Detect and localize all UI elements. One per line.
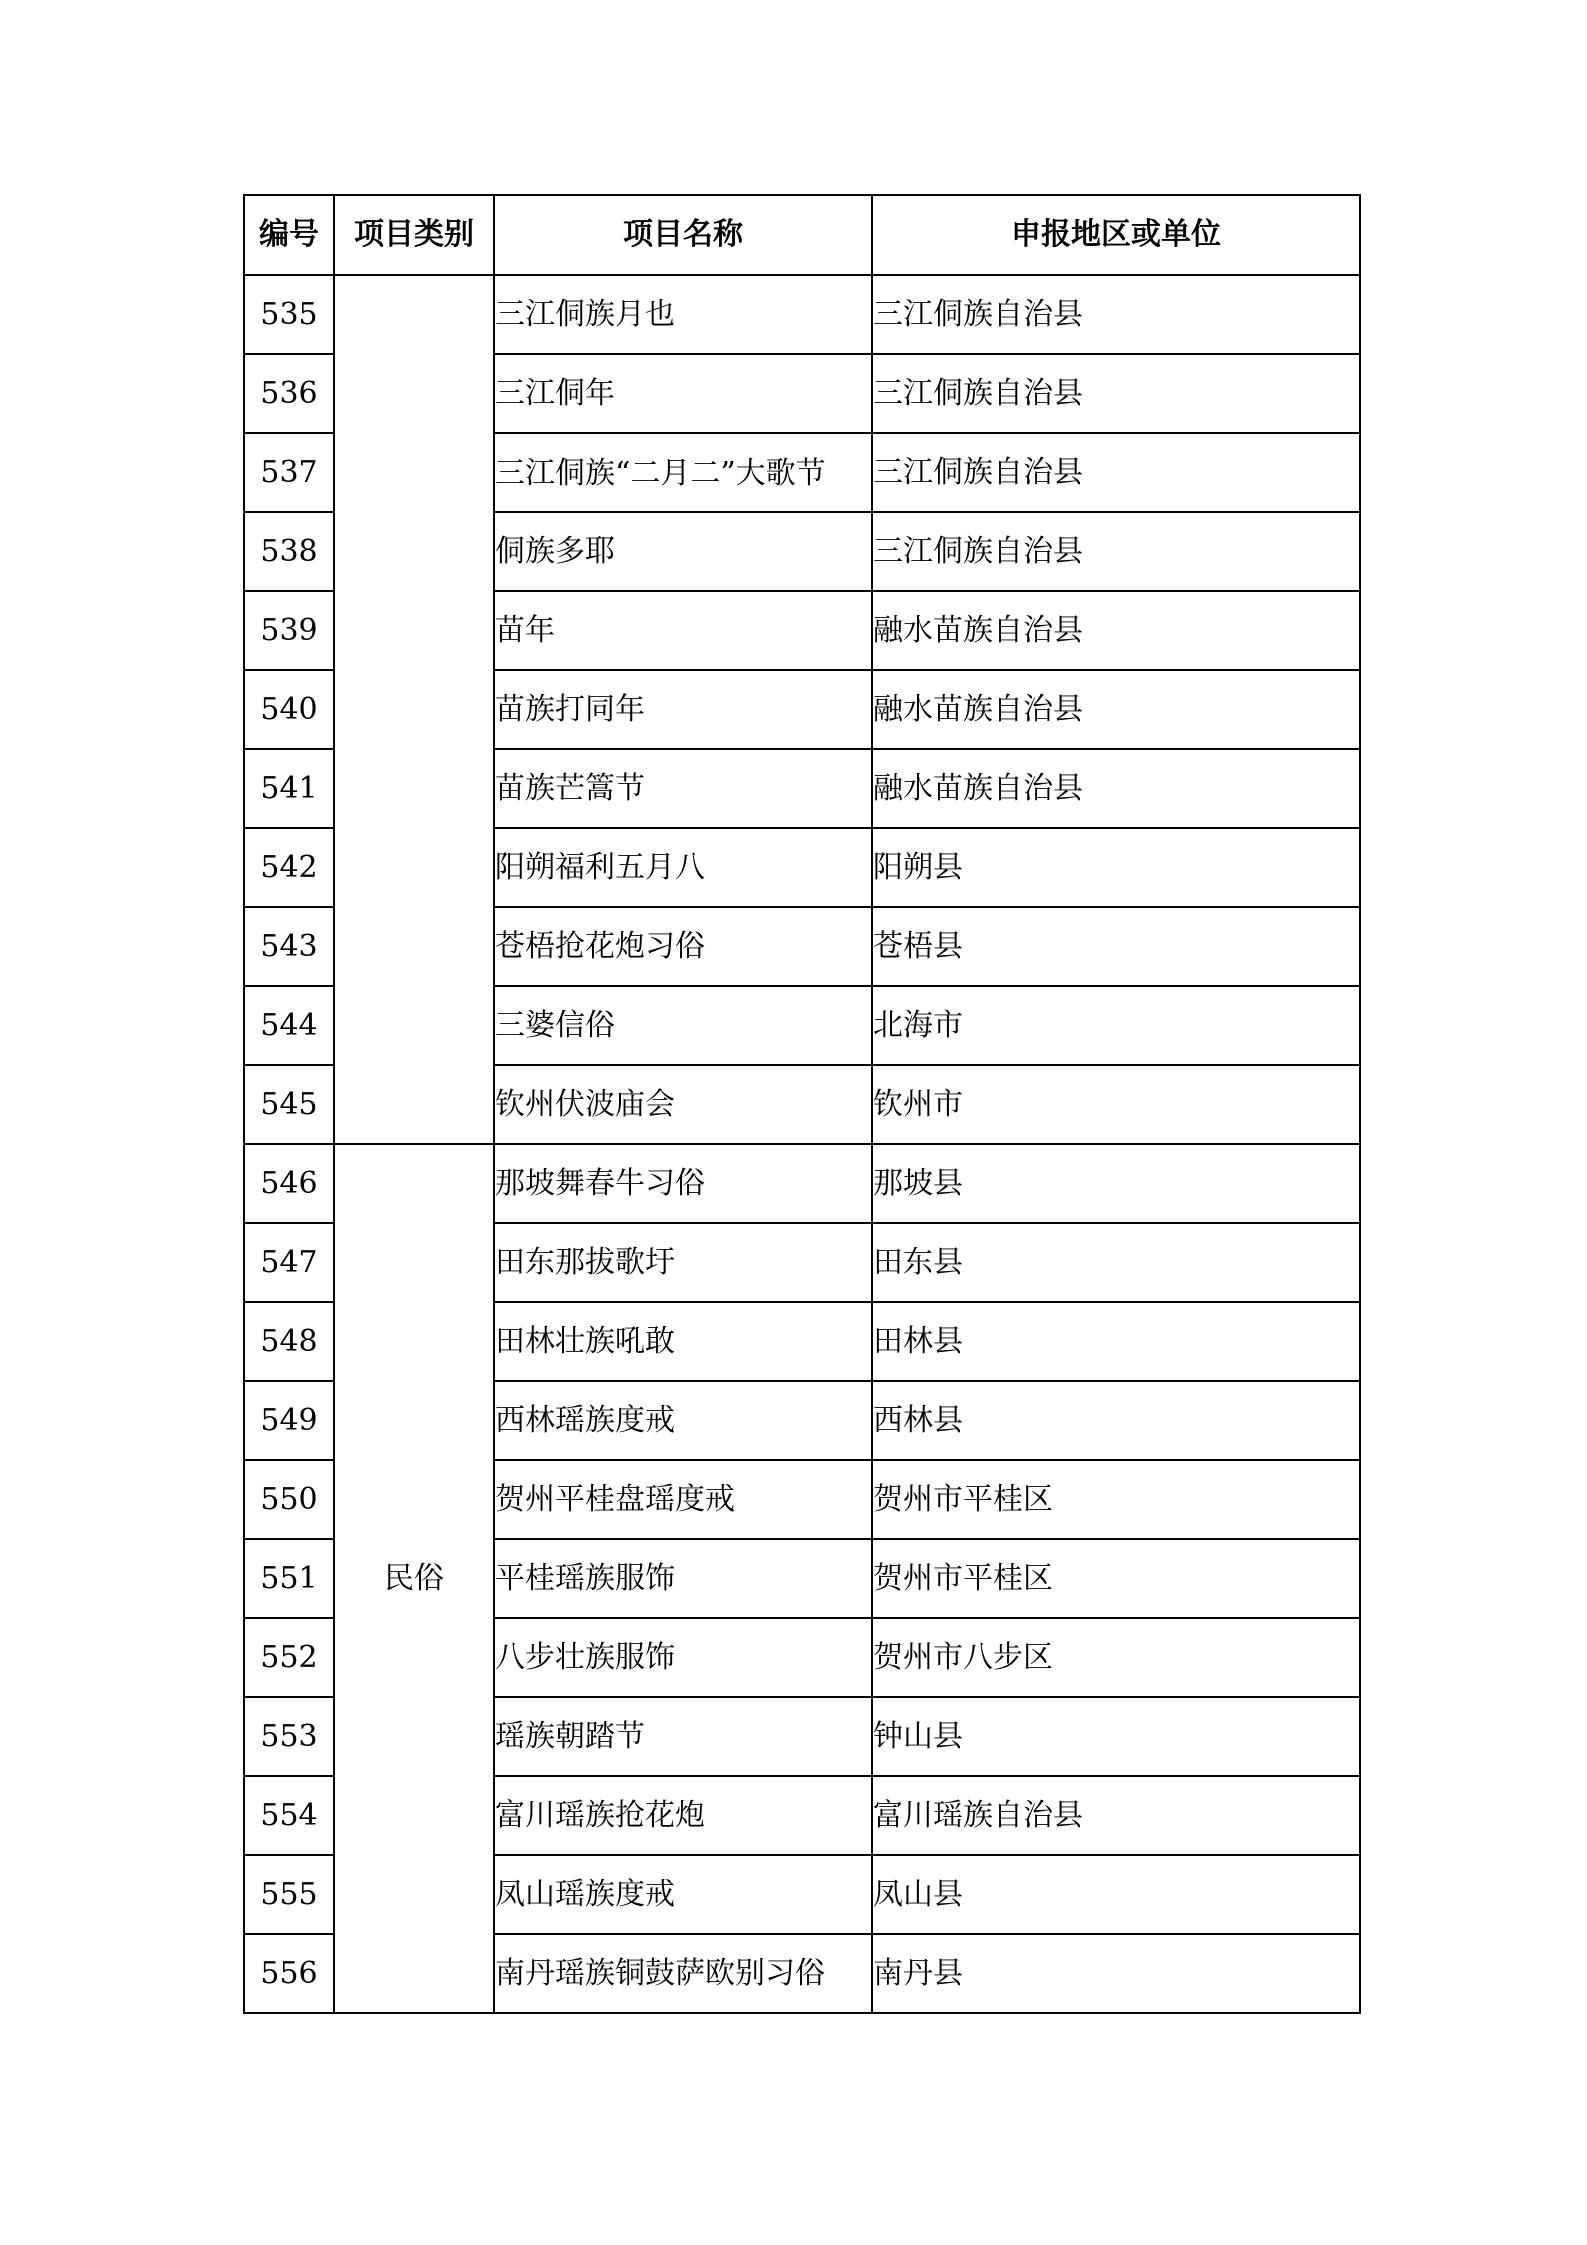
row-name: 贺州平桂盘瑶度戒 bbox=[494, 1460, 872, 1539]
header-region: 申报地区或单位 bbox=[872, 195, 1360, 275]
row-region: 苍梧县 bbox=[872, 907, 1360, 986]
row-name: 阳朔福利五月八 bbox=[494, 828, 872, 907]
row-region: 钟山县 bbox=[872, 1697, 1360, 1776]
row-name: 苗年 bbox=[494, 591, 872, 670]
row-region: 三江侗族自治县 bbox=[872, 433, 1360, 512]
row-region: 北海市 bbox=[872, 986, 1360, 1065]
row-number: 538 bbox=[244, 512, 334, 591]
row-number: 554 bbox=[244, 1776, 334, 1855]
row-number: 535 bbox=[244, 275, 334, 354]
row-number: 553 bbox=[244, 1697, 334, 1776]
row-region: 西林县 bbox=[872, 1381, 1360, 1460]
row-region: 凤山县 bbox=[872, 1855, 1360, 1934]
row-number: 549 bbox=[244, 1381, 334, 1460]
row-name: 瑶族朝踏节 bbox=[494, 1697, 872, 1776]
row-name: 三江侗族月也 bbox=[494, 275, 872, 354]
row-region: 贺州市平桂区 bbox=[872, 1539, 1360, 1618]
row-name: 田东那拔歌圩 bbox=[494, 1223, 872, 1302]
table-row bbox=[244, 275, 1360, 354]
row-number: 551 bbox=[244, 1539, 334, 1618]
row-region: 三江侗族自治县 bbox=[872, 354, 1360, 433]
category-cell-empty bbox=[334, 275, 494, 1144]
row-number: 539 bbox=[244, 591, 334, 670]
row-name: 八步壮族服饰 bbox=[494, 1618, 872, 1697]
row-number: 555 bbox=[244, 1855, 334, 1934]
row-number: 547 bbox=[244, 1223, 334, 1302]
row-number: 548 bbox=[244, 1302, 334, 1381]
row-number: 552 bbox=[244, 1618, 334, 1697]
row-name: 钦州伏波庙会 bbox=[494, 1065, 872, 1144]
category-cell-folk-custom: 民俗 bbox=[334, 1144, 494, 2013]
row-number: 556 bbox=[244, 1934, 334, 2013]
row-region: 钦州市 bbox=[872, 1065, 1360, 1144]
row-number: 536 bbox=[244, 354, 334, 433]
row-region: 田林县 bbox=[872, 1302, 1360, 1381]
row-region: 融水苗族自治县 bbox=[872, 591, 1360, 670]
row-name: 富川瑶族抢花炮 bbox=[494, 1776, 872, 1855]
row-name: 平桂瑶族服饰 bbox=[494, 1539, 872, 1618]
row-number: 537 bbox=[244, 433, 334, 512]
row-number: 545 bbox=[244, 1065, 334, 1144]
table-row bbox=[244, 1144, 1360, 1223]
row-number: 544 bbox=[244, 986, 334, 1065]
heritage-list-table bbox=[243, 194, 1361, 2014]
row-region: 富川瑶族自治县 bbox=[872, 1776, 1360, 1855]
row-name: 西林瑶族度戒 bbox=[494, 1381, 872, 1460]
table-header-row bbox=[244, 195, 1360, 275]
row-region: 南丹县 bbox=[872, 1934, 1360, 2013]
row-number: 540 bbox=[244, 670, 334, 749]
row-name: 田林壮族吼敢 bbox=[494, 1302, 872, 1381]
row-region: 那坡县 bbox=[872, 1144, 1360, 1223]
row-region: 贺州市八步区 bbox=[872, 1618, 1360, 1697]
row-region: 融水苗族自治县 bbox=[872, 670, 1360, 749]
header-name: 项目名称 bbox=[494, 195, 872, 275]
row-number: 546 bbox=[244, 1144, 334, 1223]
row-name: 侗族多耶 bbox=[494, 512, 872, 591]
header-number: 编号 bbox=[244, 195, 334, 275]
row-name: 南丹瑶族铜鼓萨欧别习俗 bbox=[494, 1934, 872, 2013]
row-region: 三江侗族自治县 bbox=[872, 512, 1360, 591]
row-name: 苗族芒篙节 bbox=[494, 749, 872, 828]
row-region: 三江侗族自治县 bbox=[872, 275, 1360, 354]
row-number: 542 bbox=[244, 828, 334, 907]
row-name: 苍梧抢花炮习俗 bbox=[494, 907, 872, 986]
row-name: 三江侗族“二月二”大歌节 bbox=[494, 433, 872, 512]
row-name: 苗族打同年 bbox=[494, 670, 872, 749]
row-region: 贺州市平桂区 bbox=[872, 1460, 1360, 1539]
row-region: 田东县 bbox=[872, 1223, 1360, 1302]
row-name: 那坡舞春牛习俗 bbox=[494, 1144, 872, 1223]
header-category: 项目类别 bbox=[334, 195, 494, 275]
row-region: 阳朔县 bbox=[872, 828, 1360, 907]
row-name: 凤山瑶族度戒 bbox=[494, 1855, 872, 1934]
row-number: 550 bbox=[244, 1460, 334, 1539]
row-number: 543 bbox=[244, 907, 334, 986]
row-name: 三江侗年 bbox=[494, 354, 872, 433]
row-region: 融水苗族自治县 bbox=[872, 749, 1360, 828]
row-number: 541 bbox=[244, 749, 334, 828]
row-name: 三婆信俗 bbox=[494, 986, 872, 1065]
